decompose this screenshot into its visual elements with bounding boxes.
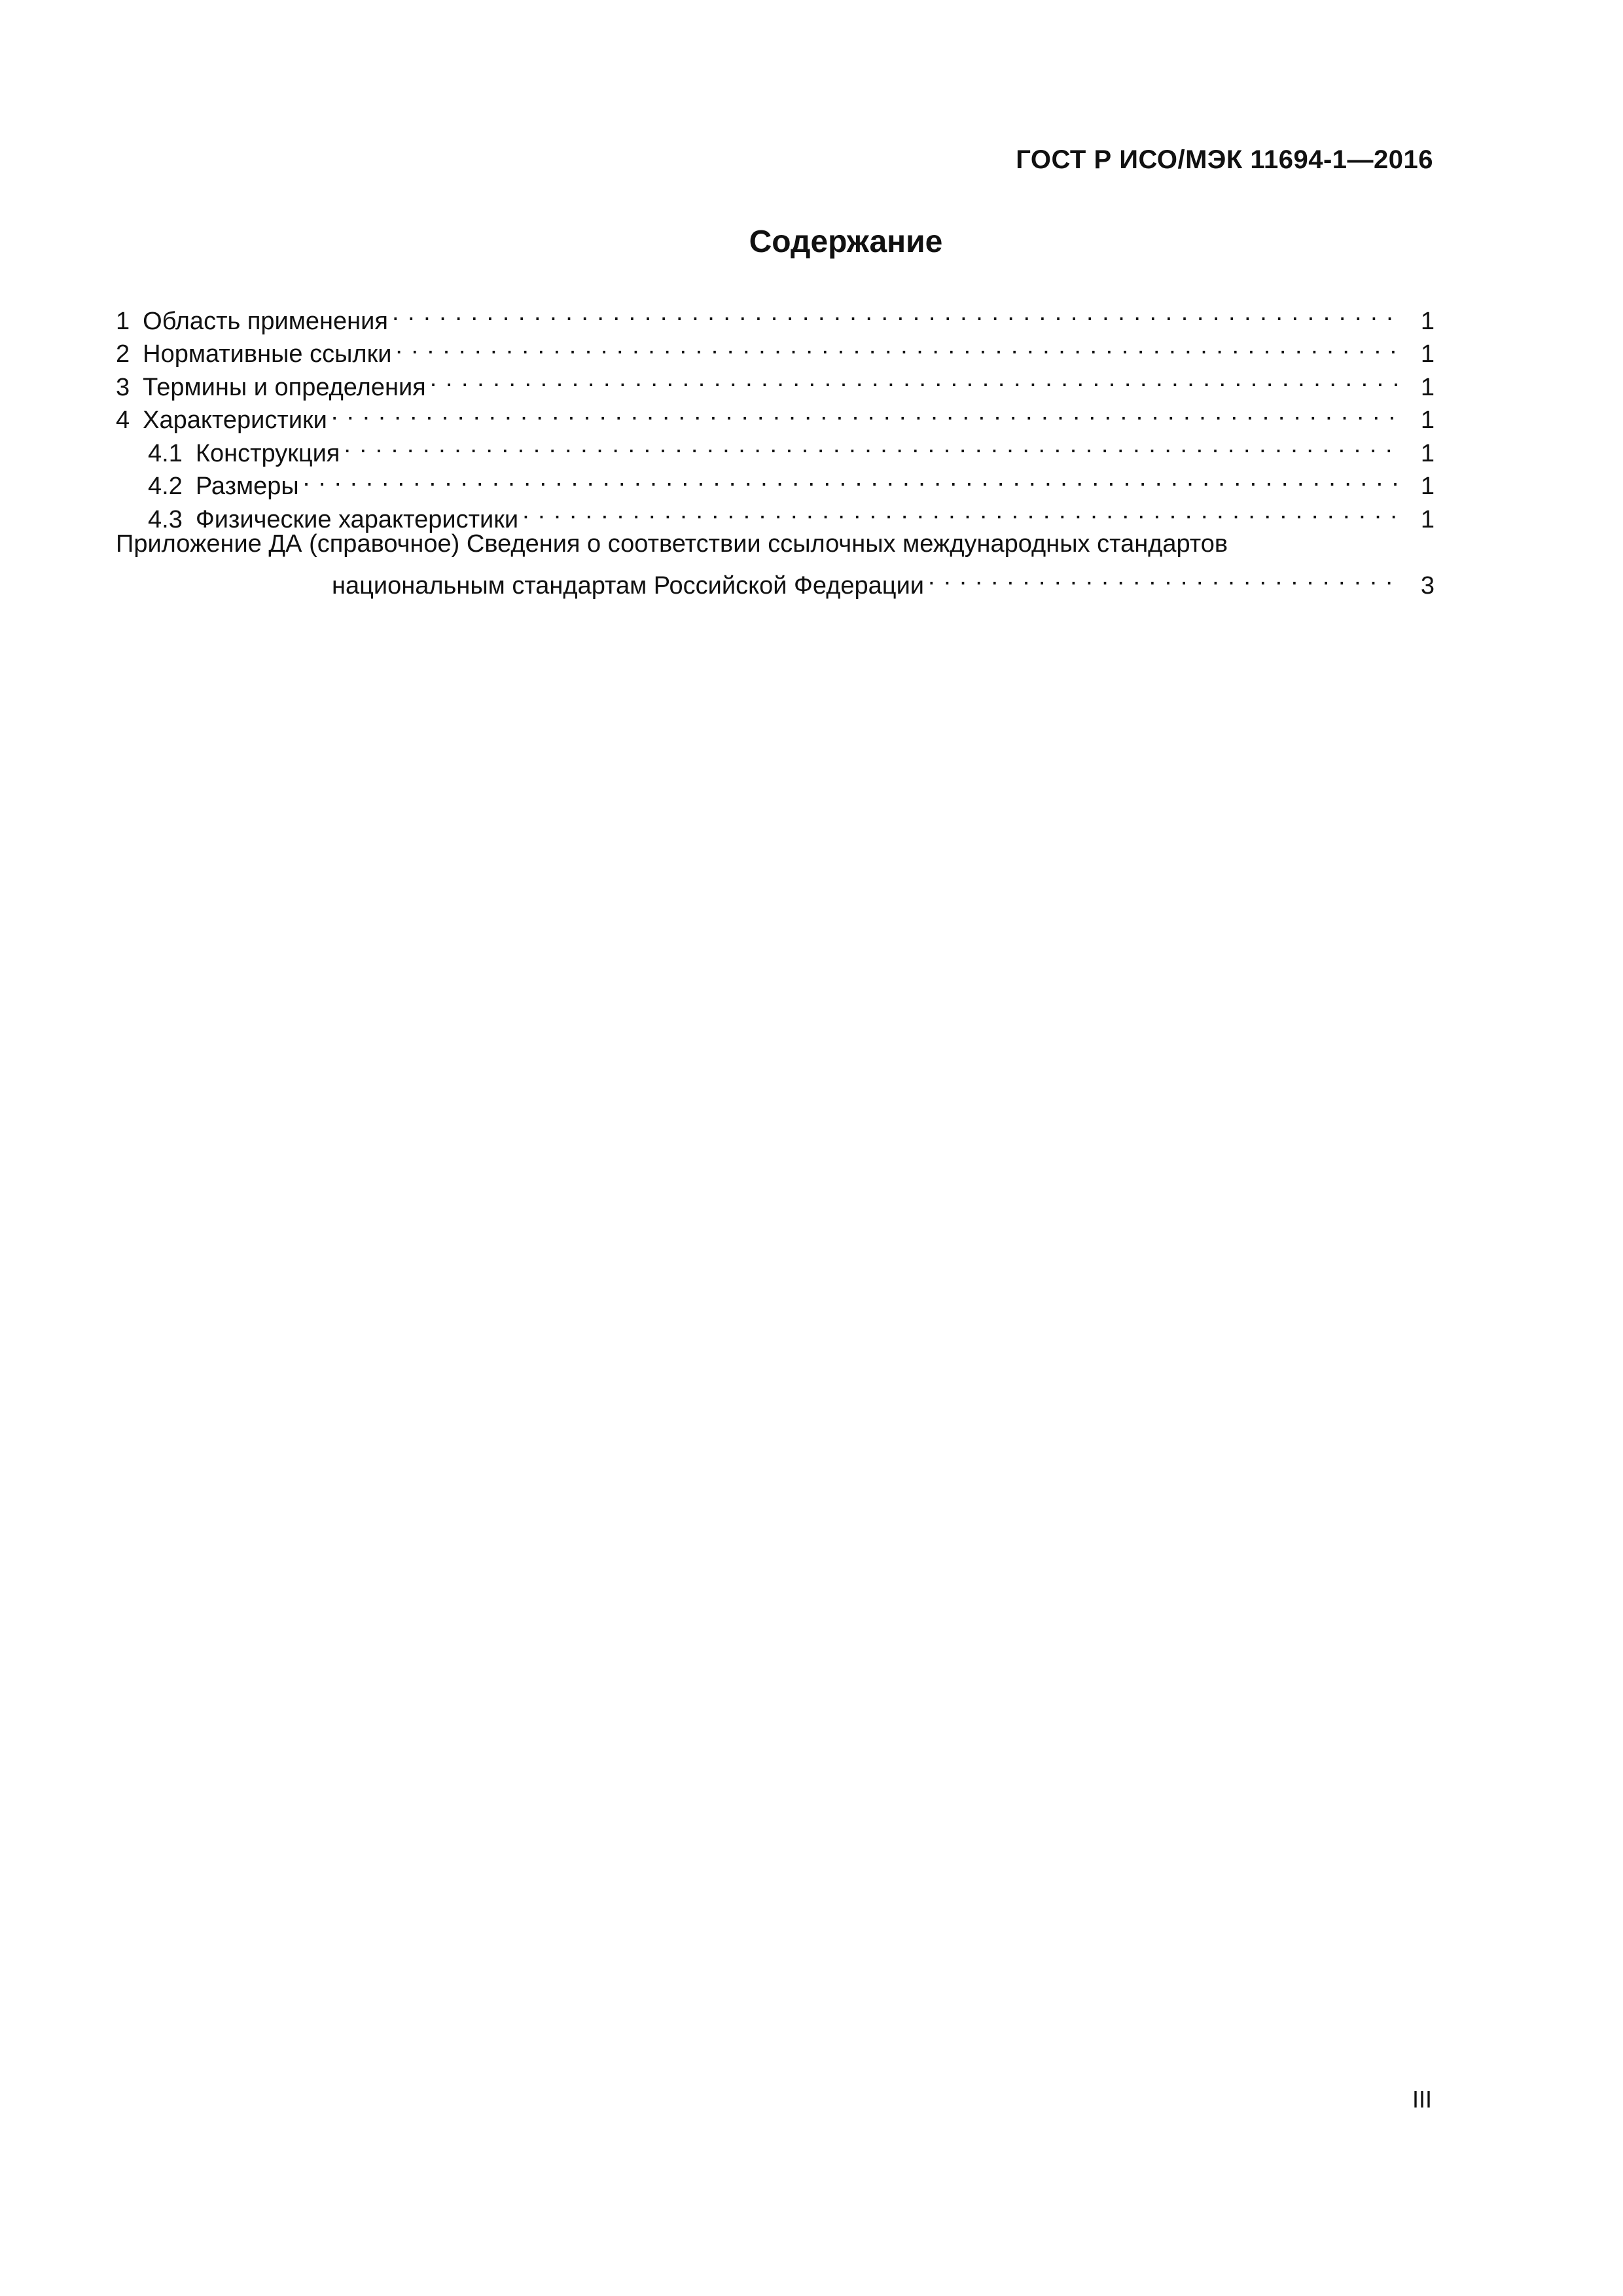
toc-entry-label: Нормативные ссылки [143, 340, 392, 368]
toc-title: Содержание [749, 224, 943, 259]
dot-leader [331, 395, 1402, 429]
toc-entry-number: 4.3 [148, 505, 183, 533]
toc-entry-label: Размеры [195, 473, 299, 500]
document-code: ГОСТ Р ИСО/МЭК 11694-1—2016 [1016, 145, 1433, 174]
dot-leader [344, 428, 1402, 461]
toc-entry-label: Область применения [143, 307, 388, 335]
toc-entry-label: Термины и определения [143, 373, 426, 401]
dot-leader [395, 329, 1402, 363]
toc-entry-number: 1 [116, 307, 130, 335]
toc-entry-number: 4.2 [148, 473, 183, 500]
dot-leader [392, 296, 1402, 329]
toc-entry-page: 1 [1420, 505, 1435, 533]
toc-entry-label: Характеристики [143, 406, 327, 434]
toc-subentry[interactable] [116, 461, 1435, 500]
toc-entry-page: 1 [1420, 473, 1435, 500]
dot-leader [928, 560, 1402, 594]
toc-entry-page: 1 [1420, 406, 1435, 434]
toc-entry-number: 4.1 [148, 439, 183, 467]
toc-entry-label: Физические характеристики [195, 505, 519, 533]
toc-entry-number: 2 [116, 340, 130, 368]
toc-entry-page: 1 [1420, 340, 1435, 368]
toc-annex-continuation[interactable] [116, 560, 1435, 600]
toc-entry[interactable] [116, 296, 1435, 335]
toc-entry-page: 1 [1420, 307, 1435, 335]
toc-entry-page: 1 [1420, 373, 1435, 401]
page-number: III [1412, 2086, 1432, 2113]
dot-leader [303, 461, 1402, 495]
toc-subentry[interactable] [116, 494, 1435, 533]
toc-entry-page: 3 [1420, 571, 1435, 600]
toc-entry-page: 1 [1420, 439, 1435, 467]
toc-annex-label: национальным стандартам Российской Федерации [332, 571, 925, 600]
table-of-contents [116, 296, 1435, 600]
dot-leader [430, 362, 1402, 395]
dot-leader [522, 494, 1402, 528]
toc-annex-title[interactable]: Приложение ДА (справочное) Сведения о соответствии ссылочных международных стандартов [116, 529, 1228, 558]
toc-entry-number: 4 [116, 406, 130, 434]
toc-entry-number: 3 [116, 373, 130, 401]
toc-entry-label: Конструкция [195, 439, 340, 467]
